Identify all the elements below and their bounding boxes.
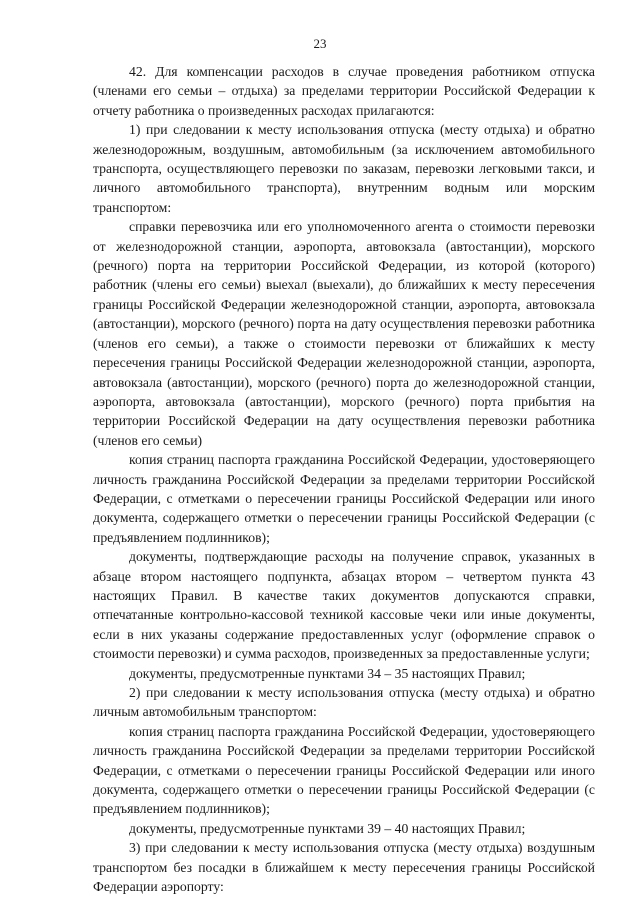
paragraph-passport-copy: копия страниц паспорта гражданина Российской Федерации, удостоверяющего личность гражданина Российской Федерации за пределами территории Российской Федерации, с отметками о пересечении границы Российской Федерации или иного документа, содержащего отметки о пересечении границы Российской Федерации (с предъявлением подлинников);	[93, 452, 595, 545]
paragraph-carrier-certificates: справки перевозчика или его уполномоченного агента о стоимости перевозки от железнодорожной станции, аэропорта, автовокзала (автостанции), морского (речного) порта на территории Российской Федерации, из которой (которого) работник (члены его семьи) выехал (выехали), до ближайших к месту пересечения границы Российской Федерации железнодорожной станции, аэропорта, автовокзала (автостанции), морского (речного) порта на дату осуществления перевозки работника (членов его семьи), а также о стоимости перевозки от ближайших к месту пересечения границы Российской Федерации железнодорожной станции, аэропорта, автовокзала (автостанции), морского (речного) порта до железнодорожной станции, аэропорта, автовокзала (автостанции), морского (речного) порта прибытия на территории Российской Федерации на дату осуществления перевозки работника (членов его семьи)	[93, 219, 595, 448]
paragraph-documents-34-35: документы, предусмотренные пунктами 34 – 35 настоящих Правил;	[129, 665, 526, 681]
paragraph-42-intro: 42. Для компенсации расходов в случае проведения работником отпуска (членами его семьи – отдыха) за пределами территории Российской Федерации к отчету работника о произведенных расходах прилагаются:	[93, 64, 595, 118]
paragraph-documents-39-40: документы, предусмотренные пунктами 39 – 40 настоящих Правил;	[129, 820, 526, 836]
paragraph-passport-copy-2: копия страниц паспорта гражданина Российской Федерации, удостоверяющего личность гражданина Российской Федерации за пределами территории Российской Федерации, с отметками о пересечении границы Российской Федерации или иного документа, содержащего отметки о пересечении границы Российской Федерации (с предъявлением подлинников);	[93, 723, 595, 817]
paragraph-subitem-1: 1) при следовании к месту использования отпуска (месту отдыха) и обратно железнодорожным, воздушным, автомобильным (за исключением автомобильного транспорта, осуществляющего перевозки по заказам, перевозки легковыми такси, и личного автомобильного транспорта), внутренним водным или морским транспортом:	[93, 122, 595, 215]
page-number: 23	[313, 36, 327, 51]
paragraph-expense-documents: документы, подтверждающие расходы на получение справок, указанных в абзаце втором настоящего подпункта, абзацах втором – четвертом пункта 43 настоящих Правил. В качестве таких документов допускаются справки, отпечатанные контрольно-кассовой техникой кассовые чеки или иные документы, если в них указаны содержание предоставленных услуг (оформление справок о стоимости перевозки) и сумма расходов, произведенных за предоставленные услуги;	[93, 549, 595, 662]
paragraph-subitem-3: 3) при следовании к месту использования отпуска (месту отдыха) воздушным транспортом без посадки в ближайшем к месту пересечения границы Российской Федерации аэропорту:	[93, 840, 595, 895]
paragraph-subitem-2: 2) при следовании к месту использования отпуска (месту отдыха) и обратно личным автомобильным транспортом:	[93, 685, 595, 720]
document-body	[93, 62, 595, 896]
